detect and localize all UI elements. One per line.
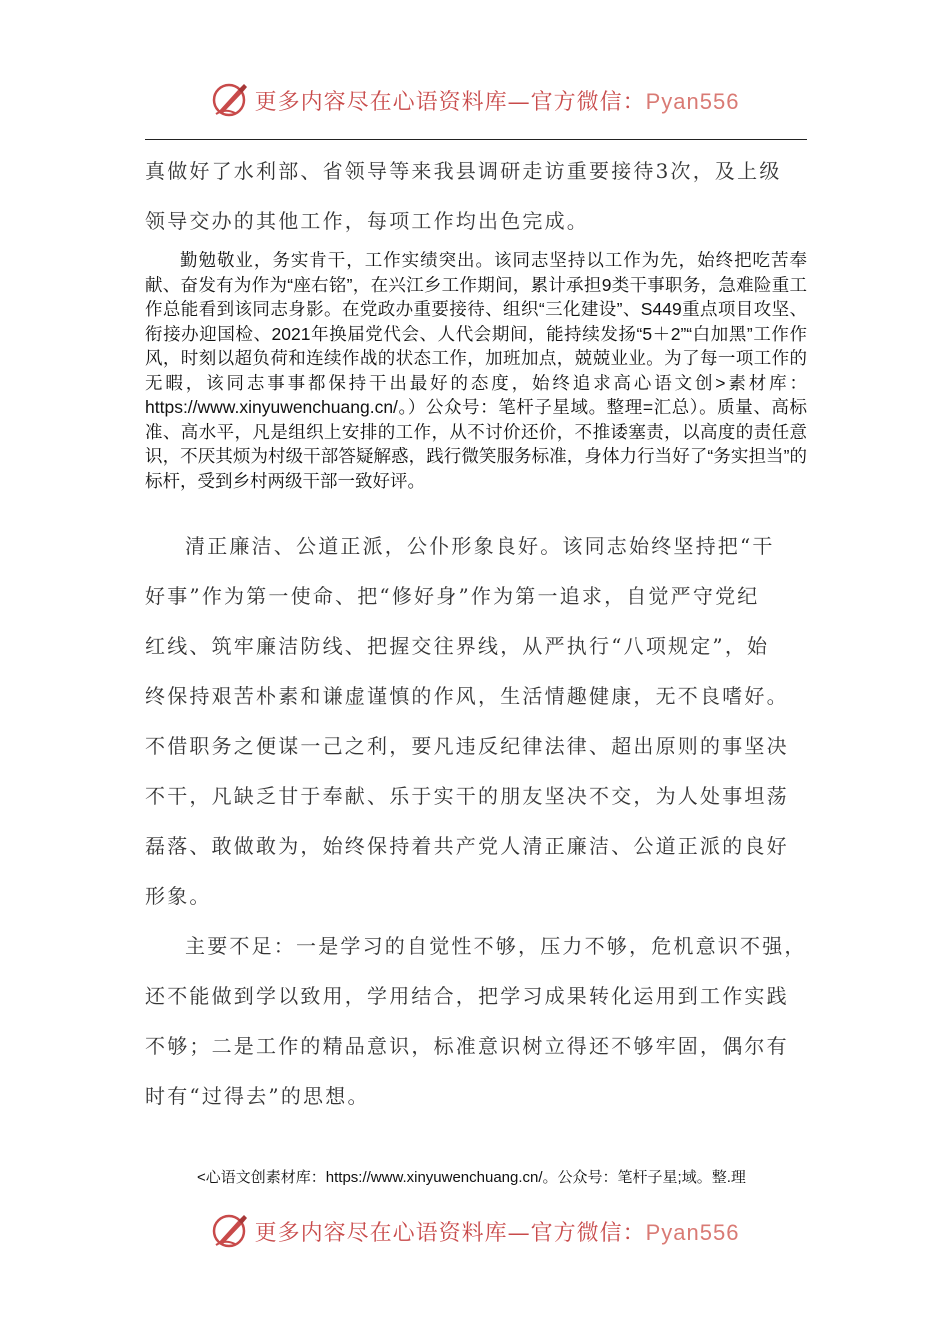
paragraph-3-line-6: 不干，凡缺乏甘于奉献、乐于实干的朋友坚决不交，为人处事坦荡 (145, 784, 789, 808)
paragraph-3-line-4: 终保持艰苦朴素和谦虚谨慎的作风，生活情趣健康，无不良嗜好。 (145, 684, 789, 708)
paragraph-4-line-4: 时有“过得去”的思想。 (145, 1084, 370, 1108)
banner-main-text: 更多内容尽在心语资料库—官方微信： (254, 1220, 646, 1246)
paragraph-3-line-1: 清正廉洁、公道正派，公仆形象良好。该同志始终坚持把“干 (185, 534, 775, 558)
paragraph-2: 勤勉敬业，务实肯干，工作实绩突出。该同志坚持以工作为先，始终把吃苦奉献、奋发有为作为“座右铭”，在兴江乡工作期间，累计承担9类干事职务，急难险重工作总能看到该同志身影。在党政办重要接待、组织“三化建设”、S449重点项目攻坚、衔接办迎国检、2021年换届党代会、人代会期间，能持续发扬“5＋2”“白加黑”工作作风，时刻以超负荷和连续作战的状态工作，加班加点，兢兢业业。为了每一项工作的无暇，该同志事事都保持干出最好的态度，始终追求高心语文创>素材库：https://www.xinyuwenchuang.cn/。）公众号：笔杆子星域。整理=汇总）。质量、高标准、高水平，凡是组织上安排的工作，从不讨价还价，不推诿塞责，以高度的责任意识，不厌其烦为村级干部答疑解惑，践行微笑服务标准，身体力行当好了“务实担当”的标杆，受到乡村两级干部一致好评。 (145, 250, 807, 491)
paragraph-4-line-1: 主要不足：一是学习的自觉性不够，压力不够，危机意识不强， (185, 934, 807, 958)
footer-source-note: <心语文创素材库：https://www.xinyuwenchuang.cn/。公众号：笔杆子星;域。整.理 (197, 1169, 746, 1186)
paragraph-3-line-2: 好事”作为第一使命、把“修好身”作为第一追求，自觉严守党纪 (145, 584, 760, 608)
paragraph-1-line-1: 真做好了水利部、省领导等来我县调研走访重要接待3次，及上级 (145, 159, 782, 183)
paragraph-3-line-3: 红线、筑牢廉洁防线、把握交往界线，从严执行“八项规定”，始 (145, 634, 770, 658)
paragraph-4-line-2: 还不能做到学以致用，学用结合，把学习成果转化运用到工作实践 (145, 984, 789, 1008)
banner-wechat-id: Pyan556 (645, 1219, 740, 1245)
pen-logo-icon (211, 1211, 251, 1251)
header-banner (0, 78, 950, 122)
banner-main-text: 更多内容尽在心语资料库—官方微信： (254, 89, 646, 115)
paragraph-1-line-2: 领导交办的其他工作，每项工作均出色完成。 (145, 209, 589, 233)
pen-logo-icon (211, 80, 251, 120)
banner-wechat-id: Pyan556 (645, 88, 740, 114)
paragraph-3-line-7: 磊落、敢做敢为，始终保持着共产党人清正廉洁、公道正派的良好 (145, 834, 789, 858)
banner-text (255, 85, 740, 116)
banner-text (255, 1216, 740, 1247)
paragraph-3-line-8: 形象。 (145, 884, 212, 908)
paragraph-3-line-5: 不借职务之便谋一己之利，要凡违反纪律法律、超出原则的事坚决 (145, 734, 789, 758)
header-divider (145, 139, 807, 140)
paragraph-4-line-3: 不够；二是工作的精品意识，标准意识树立得还不够牢固，偶尔有 (145, 1034, 789, 1058)
footer-banner (0, 1209, 950, 1253)
